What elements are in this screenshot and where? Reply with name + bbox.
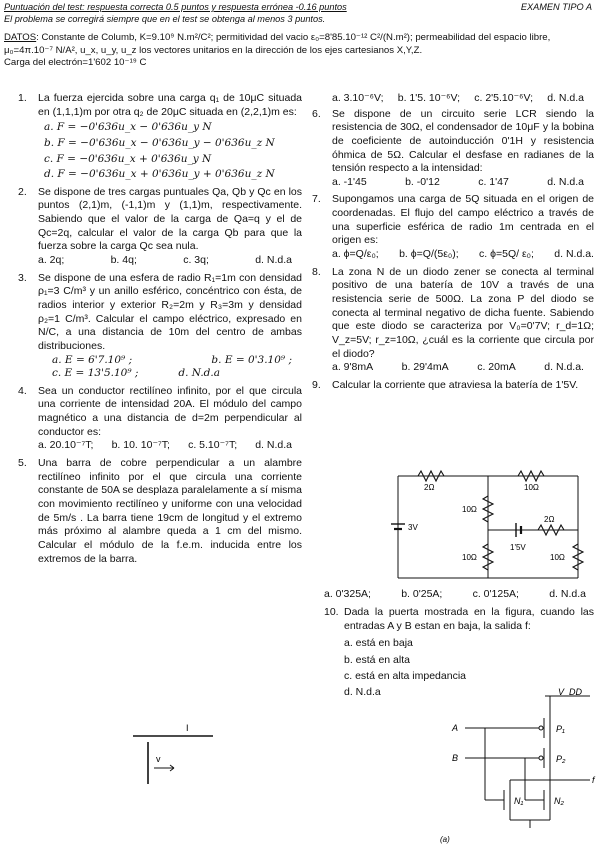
q10-options: a. está en baja b. está en alta c. está en alta impedancia d. N.d.a — [344, 637, 466, 699]
label-r6: 10Ω — [550, 553, 565, 562]
output-label: f — [592, 775, 595, 785]
question-4: 4. Sea un conductor rectilíneo infinito, por el que circula una corriente de intensidad 20A. El módulo del campo magnético a una distancia de d=2m perpendicular al conductor es: a. 20.10⁻⁷T; b. 10. 10⁻⁷T; c. 5.10⁻⁷T; d. N.d.a — [18, 384, 302, 452]
question-6: 6. Se dispone de un circuito serie LCR siendo la resistencia de 30Ω, el condensador de 10μF y la bobina de coeficiente de autoinducción 0'1H y resistencia óhmica de 5Ω. Calcular el desfase en radianes de la tensión respecto a la intensidad: a. -1'45 b. -0'12 c. 1'47 d. N.d.a — [312, 107, 594, 188]
n2-label: N₂ — [554, 796, 564, 806]
figure-caption: (a) — [440, 835, 450, 844]
q5-options: a. 3.10⁻⁶V; b. 1'5. 10⁻⁶V; c. 2'5.10⁻⁶V; d. N.d.a — [332, 92, 584, 104]
q9-options-row: a. 0'325A; b. 0'25A; c. 0'125A; d. N.d.a — [324, 588, 586, 600]
label-r3: 10Ω — [462, 505, 477, 514]
q1-options: a. F = −0'636u_x − 0'636u_y N b. F = −0'636u_x − 0'636u_y − 0'636u_z N c. F = −0'636u_x + 0'636u_y N d. F = −0'636u_x + 0'636u_y + 0'636u_z N — [44, 121, 275, 181]
p1-label: P₁ — [556, 724, 565, 734]
q2-options: a. 2q; b. 4q; c. 3q; d. N.d.a — [38, 254, 292, 267]
right-column — [312, 92, 594, 396]
q3-options-row1: a. E = 6'7.10⁹ ; b. E = 0'3.10⁹ ; — [52, 353, 292, 366]
left-column — [18, 92, 302, 764]
rule-line: El problema se corregirá siempre que en el test se obtenga al menos 3 puntos. — [4, 13, 326, 24]
q4-options: a. 20.10⁻⁷T; b. 10. 10⁻⁷T; c. 5.10⁻⁷T; d. N.d.a — [38, 439, 292, 452]
cmos-gate-figure — [430, 688, 600, 848]
label-r2: 10Ω — [524, 483, 539, 492]
question-2: 2. Se dispone de tres cargas puntuales Qa, Qb y Qc en los puntos (2,1)m, (-1,1)m y (1,1)m, respectivamente. Sabiendo que el valor de la carga de Qa=q y el de Qc=2q, calcular el valor de la carga Qb para que la fuerza sobre la carga Qc sea nula. a. 2q; b. 4q; c. 3q; d. N.d.a — [18, 185, 302, 267]
vdd-label: V_DD — [558, 688, 583, 697]
exam-type: EXAMEN TIPO A — [520, 2, 592, 12]
circuit-figure — [388, 468, 588, 584]
q10-stem: 10. Dada la puerta mostrada en la figura, cuando las entradas A y B estan en baja, la salida f: — [324, 606, 594, 632]
question-7: 7. Supongamos una carga de 5Q situada en el origen de coordenadas. El flujo del campo eléctrico a través de una superficie esférica de radio 1m centrada en el origen es: a. ϕ=Q/ε₀; b. ϕ=Q/(5ε₀); c. ϕ=5Q/ ε₀; d. N.d.a. — [312, 193, 594, 261]
label-r1: 2Ω — [424, 483, 435, 492]
label-r4: 2Ω — [544, 515, 555, 524]
wire-bar-figure — [128, 722, 218, 792]
datos-block — [4, 32, 596, 70]
exam-header — [4, 2, 596, 26]
question-10 — [324, 606, 594, 700]
current-label: I — [186, 723, 189, 733]
p1-bubble — [539, 726, 543, 730]
datos-label: DATOS — [4, 32, 37, 43]
question-9: 9. Calcular la corriente que atraviesa la batería de 1'5V. — [312, 378, 579, 391]
label-bat2: 1'5V — [510, 543, 526, 552]
q3-options-row2: c. E = 13'5.10⁹ ; d. N.d.a — [52, 367, 220, 380]
q9-options — [324, 588, 586, 602]
input-a-label: A — [452, 723, 459, 733]
question-8: 8. La zona N de un diodo zener se conecta al terminal positivo de una batería de 10V a través de una resistencia serie de 500Ω. La zona P del diodo se conecta al terminal negativo de dicha fuente. Sabiendo que este diodo se caracteriza por V₀=0'7V; r_d=1Ω; V_z=5V; r_z=10Ω, ¿cuál es la corriente que circula por el diodo? a. 9'8mA b. 29'4mA c. 20mA d. N.d.a. — [312, 265, 594, 374]
p2-label: P₂ — [556, 754, 566, 764]
n1-label: N₁ — [514, 796, 524, 806]
q7-options: a. ϕ=Q/ε₀; b. ϕ=Q/(5ε₀); c. ϕ=5Q/ ε₀; d. N.d.a. — [332, 248, 594, 261]
electron-charge: Carga del electrón=1'602 10⁻¹⁹ C — [4, 57, 147, 69]
datos-text: : Constante de Columb, K=9.10⁹ N.m²/C²; permitividad del vacio ε₀=8'85.10⁻¹² C²/(N.m²); permeabilidad del espacio libre, μ₀=4π.10⁻⁷ N/A², u_x, u_y, u_z los vectores unitarios en la dirección de los ejes cartesianos X,Y,Z. — [4, 32, 551, 56]
question-5: 5. Una barra de cobre perpendicular a un alambre rectilíneo infinito por el que circula una corriente constante de 50A se desplaza paralelamente a sí misma con movimiento rectilíneo y uniforme con una velocidad de 5m/s . La barra tiene 19cm de longitud y el extremo más próximo al alambre queda a 1 cm del mismo. Calcular el módulo de la f.e.m. inducida entre los extremos de la barra. — [18, 457, 302, 565]
label-bat1: 3V — [408, 523, 418, 532]
question-1: 1. La fuerza ejercida sobre una carga q₁ de 10μC situada en (1,1,1)m por otra q₂ de 20μC situada en (2,2,1)m es: a. F = −0'636u_x − 0'636u_y N b. F = −0'636u_x − 0'636u_y − 0'636u_z N c. F = −0'636u_x + 0'636u_y N d. F = −0'636u_x + 0'636u_y + 0'636u_z N — [18, 92, 302, 181]
p2-bubble — [539, 756, 543, 760]
q8-options: a. 9'8mA b. 29'4mA c. 20mA d. N.d.a. — [332, 361, 584, 374]
input-b-label: B — [452, 753, 459, 763]
scoring-line: Puntuación del test: respuesta correcta 0.5 puntos y respuesta errónea -0.16 puntos — [4, 2, 347, 12]
question-3: 3. Se dispone de una esfera de radio R₁=1m con densidad ρ₁=3 C/m³ y un anillo esférico, concéntrico con ésta, de radios interior y exterior R₂=2m y R₃=3m y densidad ρ₂=1 C/m³. Calcular el campo eléctrico, expresado en N/C, a una distancia de 10m del centro de ambas distribuciones. a. E = 6'7.10⁹ ; b. E = 0'3.10⁹ ; c. E = 13'5.10⁹ ; d. N.d.a — [18, 271, 302, 380]
velocity-label: v — [156, 754, 161, 764]
label-r5: 10Ω — [462, 553, 477, 562]
q6-options: a. -1'45 b. -0'12 c. 1'47 d. N.d.a — [332, 175, 584, 188]
